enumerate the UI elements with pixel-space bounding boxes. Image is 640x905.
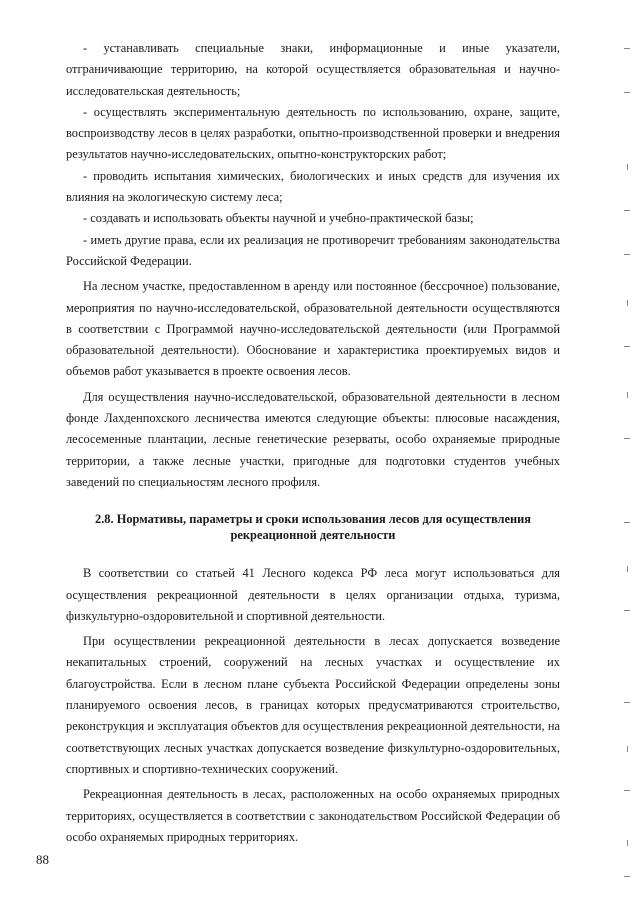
paragraph-article-41: В соответствии со статьей 41 Лесного кодекса РФ леса могут использоваться для осуществления рекреационной деятельности в целях организации отдыха, туризма, физкультурно-оздоровительной и спортивной деятельности. (66, 566, 560, 623)
scan-margin-marks (610, 0, 640, 905)
paragraph-objects-list: Для осуществления научно-исследовательской, образовательной деятельности в лесном фонде Лахденпохского лесничества имеются следующие объекты: плюсовые насаждения, лесосеменные плантации, лесные генетические резерваты, особо охраняемые природные территории, а также лесные участки, пригодные для подготовки студентов учебных заведений по специальностям лесного профиля. (66, 389, 560, 489)
paragraph-lease: На лесном участке, предоставленном в аренду или постоянное (бессрочное) пользование, мероприятия по научно-исследовательской, образовательной деятельности осуществляются в соответствии с Программой научно-исследовательской деятельности (или Программой образовательной деятельности). Обоснование и характеристика проектируемых видов и объемов работ указывается в проекте освоения лесов. (66, 279, 560, 379)
page-number: 88 (36, 852, 49, 867)
margin-mark (624, 438, 630, 439)
margin-mark (624, 92, 630, 93)
margin-mark (624, 48, 630, 49)
paragraph-bullet-signs: - устанавливать специальные знаки, информационные и иные указатели, отграничивающие территорию, на которой осуществляется образовательная и научно-исследовательская деятельность; (66, 41, 560, 98)
paragraph-bullet-objects: - создавать и использовать объекты научной и учебно-практической базы; (83, 211, 474, 226)
paragraph-bullet-testing: - проводить испытания химических, биологических и иных средств для изучения их влияния на экологическую систему леса; (66, 168, 560, 205)
margin-mark (624, 702, 630, 703)
margin-mark (627, 164, 628, 170)
margin-mark (624, 210, 630, 211)
margin-mark (624, 610, 630, 611)
margin-mark (624, 876, 630, 877)
page-body (66, 38, 560, 848)
paragraph-bullet-experimental: - осуществлять экспериментальную деятельность по использованию, охране, защите, воспроизводству лесов в целях разработки, опытно-производственной проверки и внедрения результатов научно-исследовательских, опытно-конструкторских работ; (66, 104, 560, 162)
margin-mark (624, 522, 630, 523)
margin-mark (627, 840, 628, 846)
paragraph-bullet-other-rights: - иметь другие права, если их реализация не противоречит требованиям законодательства Российской Федерации. (66, 232, 560, 268)
margin-mark (627, 392, 628, 398)
margin-mark (624, 254, 630, 255)
paragraph-recreational-construction: При осуществлении рекреационной деятельности в лесах допускается возведение некапитальных строений, сооружений на лесных участках и осуществление их благоустройства. Если в лесном плане субъекта Российской Федерации определены зоны планируемого освоения лесов, в границах которых предусматриваются строительство, реконструкция и эксплуатация объектов для осуществления рекреационной деятельности, на соответствующих лесных участках допускается возведение физкультурно-оздоровительных, спортивных и спортивно-технических сооружений. (66, 634, 560, 776)
paragraph-protected-areas: Рекреационная деятельность в лесах, расположенных на особо охраняемых природных территориях, осуществляется в соответствии с законодательством Российской Федерации об особо охраняемых природных территориях. (66, 787, 560, 844)
margin-mark (624, 790, 630, 791)
margin-mark (627, 566, 628, 572)
margin-mark (627, 746, 628, 752)
section-heading: 2.8. Нормативы, параметры и сроки использования лесов для осуществления рекреационной деятельности (95, 512, 531, 543)
margin-mark (624, 346, 630, 347)
margin-mark (627, 300, 628, 306)
